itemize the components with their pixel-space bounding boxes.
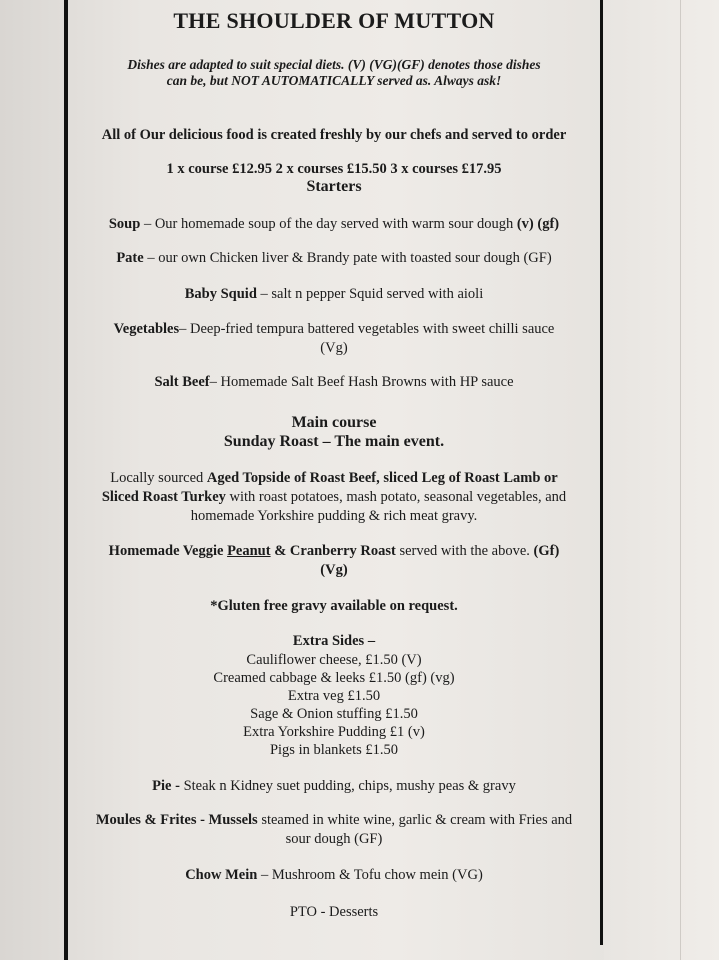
pto-desserts: PTO - Desserts [289,904,379,920]
dish-name: Vegetables [113,321,180,337]
roast-line-3: homemade Yorkshire pudding & rich meat gravy. [190,508,478,524]
side-item: Pigs in blankets £1.50 [269,742,399,758]
starter-pate: Pate – our own Chicken liver & Brandy pate with toasted sour dough (GF) [116,250,552,266]
starter-baby-squid: Baby Squid – salt n pepper Squid served with aioli [184,286,484,302]
dish-name: Chow Mein [185,867,258,883]
intro-text: All of Our delicious food is created freshly by our chefs and served to order [101,127,567,143]
side-item: Sage & Onion stuffing £1.50 [250,706,418,722]
dish-name: Pate [116,250,144,266]
side-item: Extra Yorkshire Pudding £1 (v) [243,724,425,740]
dish-pie: Pie - Steak n Kidney suet pudding, chips, mushy peas & gravy [152,778,516,794]
dish-name: Pie [152,778,172,794]
dish-moules [68,811,600,829]
starter-soup: Soup – Our homemade soup of the day served with warm sour dough (v) (gf) [108,216,560,232]
starter-vegetables: Vegetables– Deep-fried tempura battered vegetables with sweet chilli sauce [113,321,555,337]
dish-description: salt n pepper Squid served with aioli [271,286,484,302]
extra-sides-heading: Extra Sides – [292,633,376,649]
veggie-roast-line-1: Homemade Veggie Peanut & Cranberry Roast served with the above. (Gf) [108,543,560,559]
dish-description: Homemade Salt Beef Hash Browns with HP sauce [220,374,514,390]
side-item: Creamed cabbage & leeks £1.50 (gf) (vg) [213,670,455,686]
starter-salt-beef: Salt Beef– Homemade Salt Beef Hash Browns with HP sauce [154,374,514,390]
diet-tags: (v) (gf) [516,216,560,232]
dish-description: Deep-fried tempura battered vegetables with sweet chilli sauce [190,321,555,337]
dish-description: Mushroom & Tofu chow mein (VG) [271,867,483,883]
dish-description: steamed in white wine, garlic & cream with Fries and [257,812,573,828]
dish-name: Salt Beef [154,374,210,390]
gluten-free-note: *Gluten free gravy available on request. [210,598,458,614]
veggie-roast-line-2: (Vg) [320,562,348,578]
page-margin [604,0,719,960]
menu-content [68,0,600,960]
dish-description: Steak n Kidney suet pudding, chips, mushy peas & gravy [183,778,516,794]
sunday-roast-heading: Sunday Roast – The main event. [223,433,445,450]
right-border-line [600,0,603,945]
dish-name: Soup [108,216,141,232]
course-prices: 1 x course £12.95 2 x courses £15.50 3 x courses £17.95 [166,161,502,177]
side-item: Extra veg £1.50 [287,688,381,704]
side-item: Cauliflower cheese, £1.50 (V) [246,652,422,668]
dish-description: Our homemade soup of the day served with warm sour dough [154,216,517,232]
restaurant-title: THE SHOULDER OF MUTTON [173,8,495,33]
dish-moules-line-2: sour dough (GF) [285,831,383,847]
dish-name: Moules & Frites - Mussels [95,812,258,828]
diet-note-line-1: Dishes are adapted to suit special diets. (V) (VG)(GF) denotes those dishes [127,57,541,72]
dish-description: our own Chicken liver & Brandy pate with toasted sour dough (GF) [158,250,552,266]
starters-heading: Starters [306,178,362,195]
dish-name: Baby Squid [184,286,257,302]
roast-line-1: Locally sourced Aged Topside of Roast Beef, sliced Leg of Roast Lamb or [110,470,558,486]
page-fold [680,0,681,960]
dish-chow-mein: Chow Mein – Mushroom & Tofu chow mein (VG) [185,867,483,883]
diet-note-line-2: can be, but NOT AUTOMATICALLY served as. Always ask! [166,73,502,88]
main-course-heading: Main course [291,414,377,431]
roast-line-2: Sliced Roast Turkey with roast potatoes, mash potato, seasonal vegetables, and [101,489,567,505]
starter-vegetables-tag: (Vg) [320,340,348,356]
